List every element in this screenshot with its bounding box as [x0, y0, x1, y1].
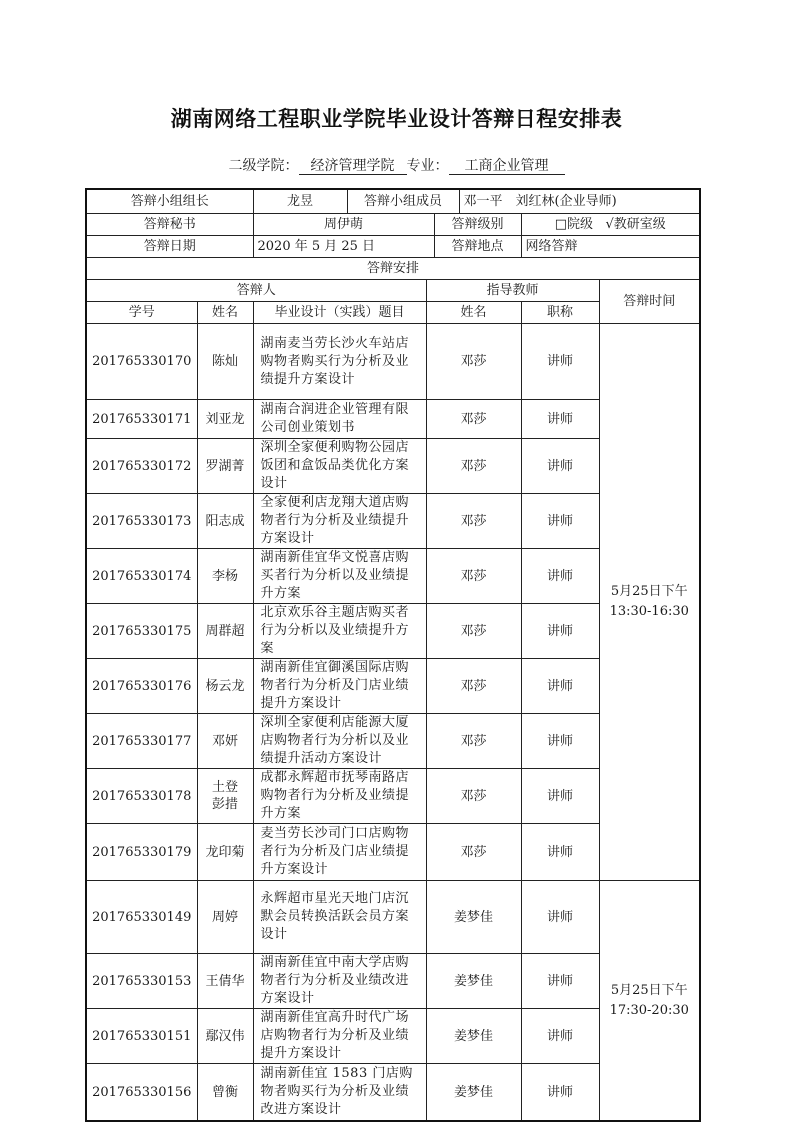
- topic-cell: 湖南新佳宜中南大学店购物者行为分析及业绩改进方案设计: [253, 954, 426, 1009]
- advisor-name-cell: 邓莎: [426, 400, 521, 439]
- student-id-cell: 201765330149: [86, 881, 197, 954]
- student-name-cell: 龙印菊: [197, 824, 253, 881]
- topic-cell: 北京欢乐谷主题店购买者行为分析以及业绩提升方案: [253, 604, 426, 659]
- header-advisor-title: 职称: [521, 302, 599, 324]
- schedule-table: [85, 188, 701, 1122]
- student-name-cell: 阳志成: [197, 494, 253, 549]
- student-name-cell: 周婷: [197, 881, 253, 954]
- secretary-label: 答辩秘书: [86, 214, 253, 236]
- members-label: 答辩小组成员: [347, 189, 459, 214]
- topic-cell: 深圳全家便利店能源大厦店购物者行为分析以及业绩提升活动方案设计: [253, 714, 426, 769]
- header-topic: 毕业设计（实践）题目: [253, 302, 426, 324]
- student-id-cell: 201765330174: [86, 549, 197, 604]
- advisor-title-cell: 讲师: [521, 324, 599, 400]
- student-name-cell: 土登彭措: [197, 769, 253, 824]
- topic-cell: 全家便利店龙翔大道店购物者行为分析及业绩提升方案设计: [253, 494, 426, 549]
- student-name-cell: 周群超: [197, 604, 253, 659]
- topic-cell: 湖南新佳宜华文悦喜店购买者行为分析以及业绩提升方案: [253, 549, 426, 604]
- student-id-cell: 201765330178: [86, 769, 197, 824]
- advisor-title-cell: 讲师: [521, 659, 599, 714]
- advisor-name-cell: 姜梦佳: [426, 1064, 521, 1122]
- student-id-cell: 201765330170: [86, 324, 197, 400]
- student-id-cell: 201765330176: [86, 659, 197, 714]
- advisor-title-cell: 讲师: [521, 954, 599, 1009]
- topic-cell: 麦当劳长沙司门口店购物者行为分析及门店业绩提升方案设计: [253, 824, 426, 881]
- location-value: 网络答辩: [521, 236, 700, 258]
- college-label: 二级学院：: [228, 158, 299, 174]
- advisor-name-cell: 邓莎: [426, 324, 521, 400]
- level-option-college: □院级: [554, 217, 594, 232]
- location-label: 答辩地点: [434, 236, 521, 258]
- advisor-name-cell: 邓莎: [426, 824, 521, 881]
- advisor-title-cell: 讲师: [521, 604, 599, 659]
- advisor-name-cell: 邓莎: [426, 769, 521, 824]
- defense-time-cell: 5月25日下午 13:30-16:30: [599, 324, 700, 881]
- major-value: 工商企业管理: [449, 158, 565, 175]
- leader-value: 龙昱: [253, 189, 347, 214]
- advisor-title-cell: 讲师: [521, 549, 599, 604]
- advisor-name-cell: 姜梦佳: [426, 1009, 521, 1064]
- date-value: 2020 年 5 月 25 日: [253, 236, 434, 258]
- student-name-cell: 刘亚龙: [197, 400, 253, 439]
- info-row-secretary: [86, 214, 700, 236]
- student-id-cell: 201765330151: [86, 1009, 197, 1064]
- table-row: [86, 881, 700, 954]
- header-student-id: 学号: [86, 302, 197, 324]
- schedule-rows: [86, 324, 700, 1122]
- level-option-department: √教研室级: [605, 217, 666, 232]
- header-defender: 答辩人: [86, 280, 426, 302]
- header-advisor: 指导教师: [426, 280, 599, 302]
- advisor-title-cell: 讲师: [521, 1009, 599, 1064]
- topic-cell: 湖南麦当劳长沙火车站店购物者购买行为分析及业绩提升方案设计: [253, 324, 426, 400]
- table-row: [86, 324, 700, 400]
- student-name-cell: 曾衡: [197, 1064, 253, 1122]
- advisor-name-cell: 邓莎: [426, 659, 521, 714]
- level-options: [521, 214, 700, 236]
- defense-time-cell: 5月25日下午 17:30-20:30: [599, 881, 700, 1122]
- advisor-title-cell: 讲师: [521, 714, 599, 769]
- header-time: 答辩时间: [599, 280, 700, 324]
- info-row-leader: [86, 189, 700, 214]
- advisor-title-cell: 讲师: [521, 400, 599, 439]
- topic-cell: 湖南新佳宜御溪国际店购物者行为分析及门店业绩提升方案设计: [253, 659, 426, 714]
- date-label: 答辩日期: [86, 236, 253, 258]
- advisor-title-cell: 讲师: [521, 824, 599, 881]
- members-value: 邓一平 刘红林(企业导师): [459, 189, 700, 214]
- student-id-cell: 201765330171: [86, 400, 197, 439]
- student-name-cell: 王倩华: [197, 954, 253, 1009]
- student-name-cell: 陈灿: [197, 324, 253, 400]
- level-label: 答辩级别: [434, 214, 521, 236]
- advisor-name-cell: 邓莎: [426, 549, 521, 604]
- student-id-cell: 201765330172: [86, 439, 197, 494]
- advisor-title-cell: 讲师: [521, 439, 599, 494]
- student-id-cell: 201765330177: [86, 714, 197, 769]
- advisor-title-cell: 讲师: [521, 769, 599, 824]
- topic-cell: 湖南新佳宜高升时代广场店购物者行为分析及业绩提升方案设计: [253, 1009, 426, 1064]
- advisor-name-cell: 邓莎: [426, 439, 521, 494]
- topic-cell: 永辉超市星光天地门店沉默会员转换活跃会员方案设计: [253, 881, 426, 954]
- topic-cell: 湖南合润进企业管理有限公司创业策划书: [253, 400, 426, 439]
- advisor-name-cell: 邓莎: [426, 604, 521, 659]
- student-id-cell: 201765330173: [86, 494, 197, 549]
- student-name-cell: 李杨: [197, 549, 253, 604]
- student-name-cell: 杨云龙: [197, 659, 253, 714]
- major-label: 专业：: [406, 158, 449, 174]
- college-value: 经济管理学院: [299, 158, 407, 175]
- section-title-row: [86, 258, 700, 280]
- header-advisor-name: 姓名: [426, 302, 521, 324]
- student-id-cell: 201765330156: [86, 1064, 197, 1122]
- subheader: [0, 155, 793, 175]
- info-row-date: [86, 236, 700, 258]
- advisor-title-cell: 讲师: [521, 881, 599, 954]
- student-id-cell: 201765330179: [86, 824, 197, 881]
- document-title: 湖南网络工程职业学院毕业设计答辩日程安排表: [170, 107, 623, 131]
- topic-cell: 湖南新佳宜 1583 门店购物者购买行为分析及业绩改进方案设计: [253, 1064, 426, 1122]
- advisor-title-cell: 讲师: [521, 1064, 599, 1122]
- student-id-cell: 201765330175: [86, 604, 197, 659]
- student-name-cell: 邓妍: [197, 714, 253, 769]
- header-row-1: [86, 280, 700, 302]
- student-name-cell: 罗湖菁: [197, 439, 253, 494]
- secretary-value: 周伊萌: [253, 214, 434, 236]
- section-title: 答辩安排: [86, 258, 700, 280]
- advisor-name-cell: 姜梦佳: [426, 954, 521, 1009]
- advisor-name-cell: 邓莎: [426, 494, 521, 549]
- advisor-title-cell: 讲师: [521, 494, 599, 549]
- topic-cell: 深圳全家便利购物公园店饭团和盒饭品类优化方案设计: [253, 439, 426, 494]
- topic-cell: 成都永辉超市抚琴南路店购物者行为分析及业绩提升方案: [253, 769, 426, 824]
- advisor-name-cell: 姜梦佳: [426, 881, 521, 954]
- student-id-cell: 201765330153: [86, 954, 197, 1009]
- student-name-cell: 鄢汉伟: [197, 1009, 253, 1064]
- header-name: 姓名: [197, 302, 253, 324]
- leader-label: 答辩小组组长: [86, 189, 253, 214]
- advisor-name-cell: 邓莎: [426, 714, 521, 769]
